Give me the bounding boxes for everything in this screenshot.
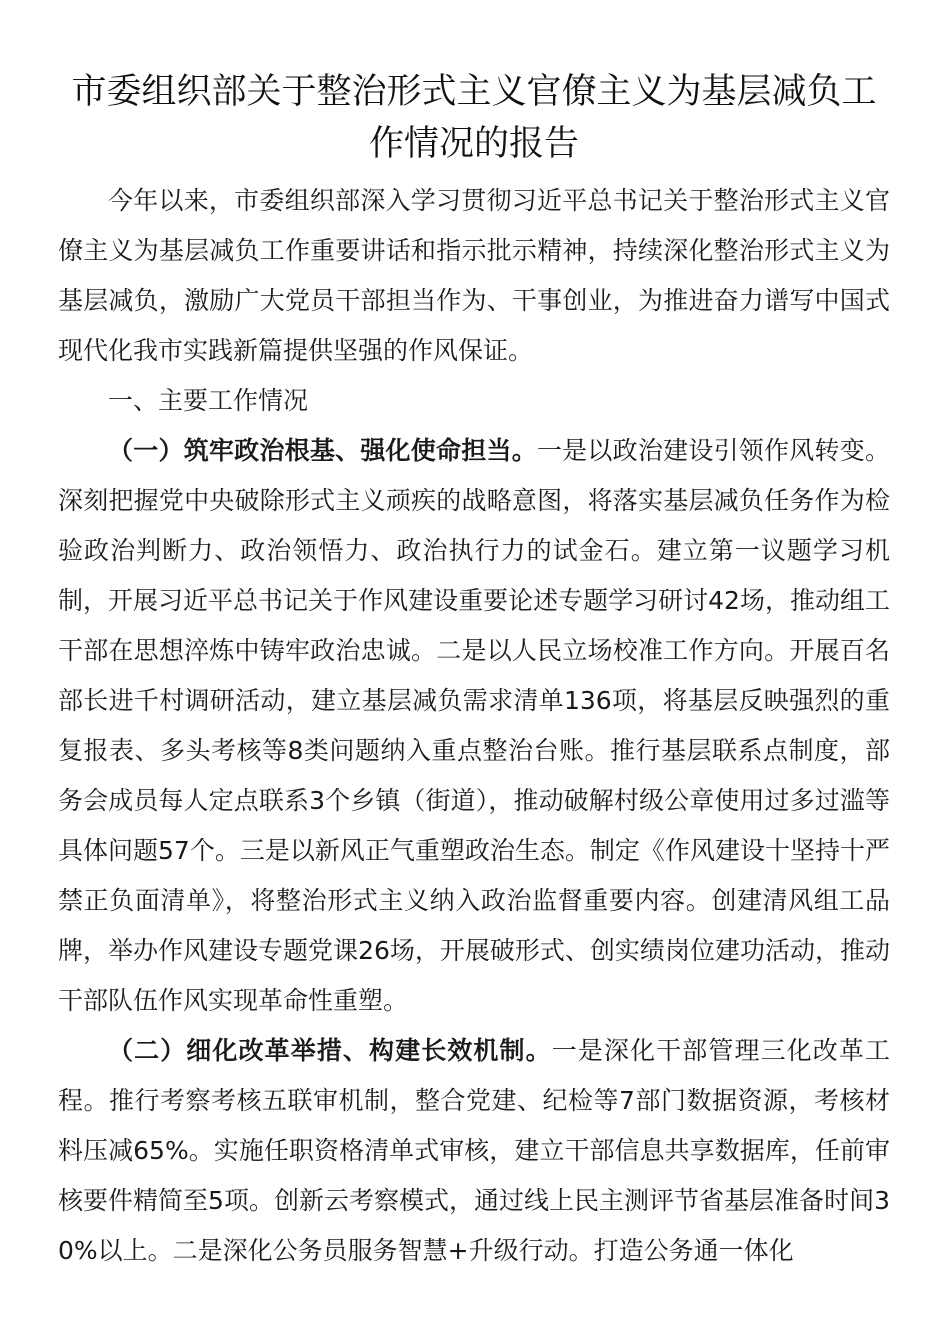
section-heading: 一、主要工作情况 — [108, 386, 309, 415]
subsection-1-heading: （一）筑牢政治根基、强化使命担当。 — [108, 436, 537, 465]
subsection-2-body: 一是深化干部管理三化改革工程。推行考察考核五联审机制，整合党建、纪检等7部门数据资源，考核材料压减65%。实施任职资格清单式审核，建立干部信息共享数据库，任前审核要件精简至5项。创新云考察模式，通过线上民主测评节省基层准备时间30%以上。二是深化公务员服务智慧+升级行动。打造公务通一体化 — [58, 1036, 890, 1265]
document-title: 市委组织部关于整治形式主义官僚主义为基层减负工作情况的报告 — [71, 72, 877, 164]
document-page — [58, 66, 890, 1276]
subsection-1-paragraph — [58, 426, 890, 1026]
subsection-1-body: 一是以政治建设引领作风转变。深刻把握党中央破除形式主义顽疾的战略意图，将落实基层减负任务作为检验政治判断力、政治领悟力、政治执行力的试金石。建立第一议题学习机制，开展习近平总书记关于作风建设重要论述专题学习研讨42场，推动组工干部在思想淬炼中铸牢政治忠诚。二是以人民立场校准工作方向。开展百名部长进千村调研活动，建立基层减负需求清单136项，将基层反映强烈的重复报表、多头考核等8类问题纳入重点整治台账。推行基层联系点制度，部务会成员每人定点联系3个乡镇（街道），推动破解村级公章使用过多过滥等具体问题57个。三是以新风正气重塑政治生态。制定《作风建设十坚持十严禁正负面清单》，将整治形式主义纳入政治监督重要内容。创建清风组工品牌，举办作风建设专题党课26场，开展破形式、创实绩岗位建功活动，推动干部队伍作风实现革命性重塑。 — [58, 436, 890, 1015]
intro-paragraph: 今年以来，市委组织部深入学习贯彻习近平总书记关于整治形式主义官僚主义为基层减负工作重要讲话和指示批示精神，持续深化整治形式主义为基层减负，激励广大党员干部担当作为、干事创业，为推进奋力谱写中国式现代化我市实践新篇提供坚强的作风保证。 — [58, 186, 890, 365]
subsection-2-heading: （二）细化改革举措、构建长效机制。 — [108, 1036, 552, 1065]
subsection-2-paragraph — [58, 1026, 890, 1276]
